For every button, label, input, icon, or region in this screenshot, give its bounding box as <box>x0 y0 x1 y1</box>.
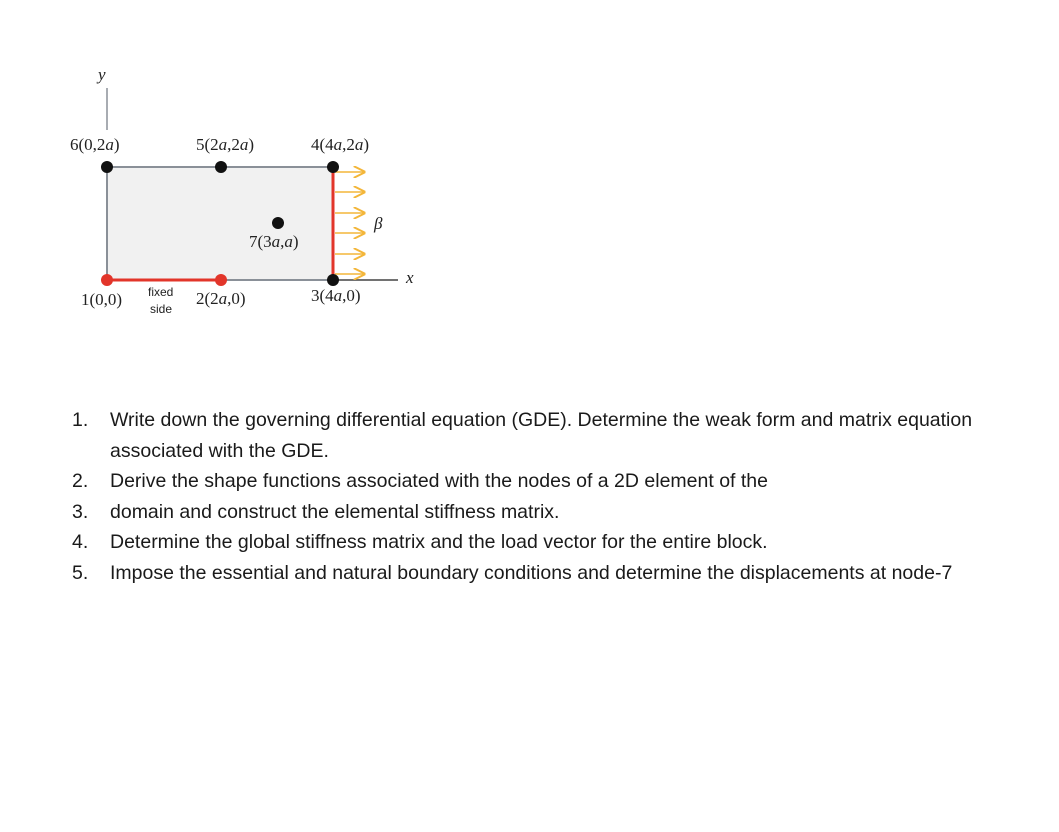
task-item <box>72 405 1017 466</box>
node-2-label: 2(2a,0) <box>196 289 246 308</box>
task-text: Impose the essential and natural boundary conditions and determine the displacements at node-7 <box>110 561 953 584</box>
node-7-label: 7(3a,a) <box>249 232 299 251</box>
node-7-dot <box>272 217 284 229</box>
node-3-dot <box>327 274 339 286</box>
fixed-side-label: fixed <box>148 285 174 299</box>
gde-link[interactable]: ). <box>560 409 573 431</box>
node-6-dot <box>101 161 113 173</box>
load-label-beta: β <box>374 214 383 233</box>
node-1-dot <box>101 274 113 286</box>
node-4-label: 4(4a,2a) <box>311 135 370 154</box>
task-item <box>72 466 1017 497</box>
task-text: domain and construct the elemental stiffness matrix. <box>110 500 560 523</box>
task-item <box>72 558 1017 589</box>
load-arrows <box>335 172 364 274</box>
task-text: Derive the shape functions associated with the nodes of a 2D element of the <box>110 470 768 492</box>
task-list <box>72 405 1017 588</box>
node-1-label: 1(0,0) <box>81 290 123 309</box>
fem-block-diagram <box>0 0 1059 400</box>
task-number: 3. <box>72 500 89 523</box>
task-number: 1. <box>72 409 89 431</box>
block-domain <box>107 167 333 280</box>
node-6-label: 6(0,2a) <box>70 135 120 154</box>
task-number: 5. <box>72 561 89 584</box>
fixed-side-label-2: side <box>150 302 173 316</box>
node-2-dot <box>215 274 227 286</box>
node-3-label: 3(4a,0) <box>311 286 361 305</box>
node-5-label: 5(2a,2a) <box>196 135 255 154</box>
task-number: 2. <box>72 470 89 492</box>
node-4-dot <box>327 161 339 173</box>
task-number: 4. <box>72 531 89 553</box>
task-item <box>72 527 1017 558</box>
y-axis-label: y <box>98 65 106 84</box>
task-text: Write down the governing differential equation (GDE). Determine the weak form and matrix equation associated with the GDE. <box>110 409 973 462</box>
task-text: Determine the global stiffness matrix and the load vector for the entire block. <box>110 531 768 553</box>
task-item <box>72 497 1017 528</box>
node-5-dot <box>215 161 227 173</box>
x-axis-label: x <box>406 268 414 287</box>
